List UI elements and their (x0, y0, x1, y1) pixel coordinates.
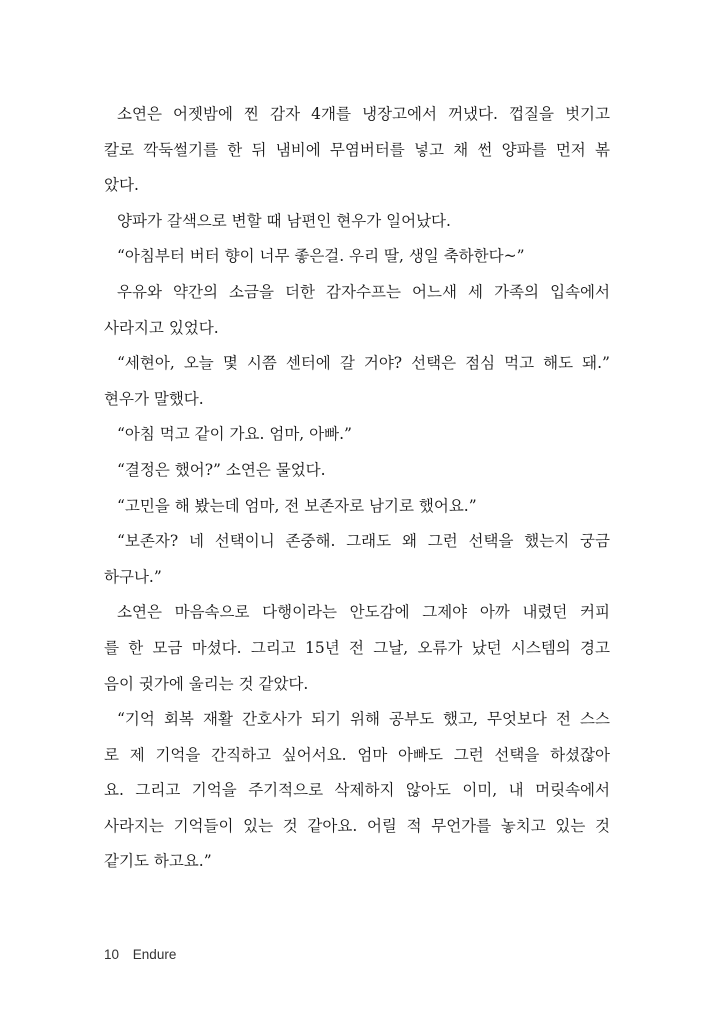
text-line: 같기도 하고요.” (104, 852, 212, 871)
text-line: 칼로 깍둑썰기를 한 뒤 냄비에 무염버터를 넣고 채 썬 양파를 먼저 볶 (104, 140, 610, 159)
text-line: 소연은 마음속으로 다행이라는 안도감에 그제야 아까 내렸던 커피 (117, 603, 610, 622)
page-body (104, 97, 610, 880)
text-line: 사라지고 있었다. (104, 318, 219, 337)
text-line: 로 제 기억을 간직하고 싶어서요. 엄마 아빠도 그런 선택을 하셨잖아 (104, 745, 610, 764)
text-line: 사라지는 기억들이 있는 것 같아요. 어릴 적 무언가를 놓치고 있는 것 (104, 816, 610, 835)
text-line: “고민을 해 봤는데 엄마, 전 보존자로 남기로 했어요.” (117, 496, 477, 515)
text-line: 았다. (104, 176, 139, 195)
text-line: 양파가 갈색으로 변할 때 남편인 현우가 일어났다. (117, 211, 451, 230)
text-line: “세현아, 오늘 몇 시쯤 센터에 갈 거야? 선택은 점심 먹고 해도 돼.” (117, 354, 610, 373)
text-line: “결정은 했어?” 소연은 물었다. (117, 460, 326, 479)
text-line: “아침부터 버터 향이 너무 좋은걸. 우리 딸, 생일 축하한다~” (117, 247, 525, 266)
text-line: 음이 귓가에 울리는 것 같았다. (104, 674, 309, 693)
text-line: “아침 먹고 같이 가요. 엄마, 아빠.” (117, 425, 352, 444)
text-line: “보존자? 네 선택이니 존중해. 그래도 왜 그런 선택을 했는지 궁금 (117, 532, 610, 551)
text-line: 현우가 말했다. (104, 389, 204, 408)
text-line: 우유와 약간의 소금을 더한 감자수프는 어느새 세 가족의 입속에서 (117, 282, 610, 301)
text-line: 소연은 어젯밤에 찐 감자 4개를 냉장고에서 꺼냈다. 껍질을 벗기고 (117, 105, 610, 123)
text-line: 요. 그리고 기억을 주기적으로 삭제하지 않아도 이미, 내 머릿속에서 (104, 781, 610, 800)
text-line: 하구나.” (104, 567, 162, 586)
book-title: Endure (132, 947, 177, 962)
text-line: 를 한 모금 마셨다. 그리고 15년 전 그날, 오류가 났던 시스템의 경고 (104, 638, 610, 657)
page-number: 10 (104, 947, 120, 962)
page-footer (104, 947, 176, 962)
text-line: “기억 회복 재활 간호사가 되기 위해 공부도 했고, 무엇보다 전 스스 (117, 710, 610, 729)
